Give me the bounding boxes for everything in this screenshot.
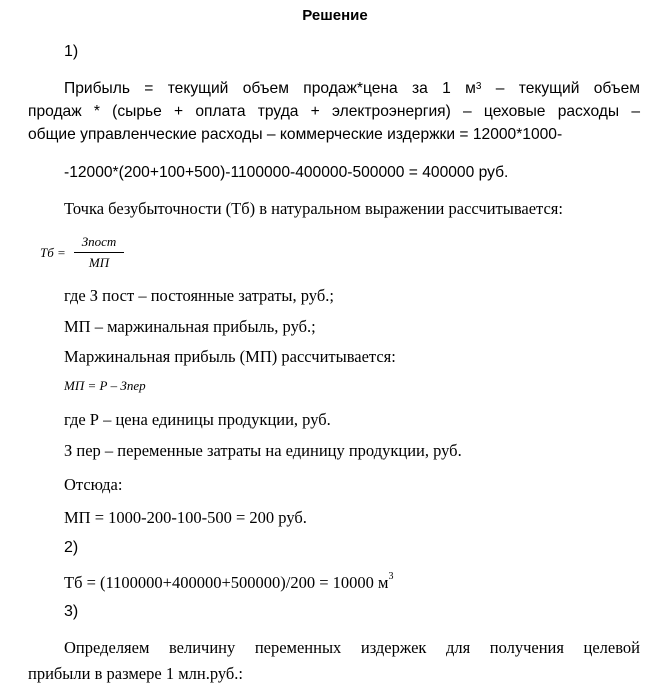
target-profit-line-2: прибыли в размере 1 млн.руб.: [28, 664, 243, 683]
breakeven-formula-numerator: Зпост [81, 234, 117, 249]
fraction-bar [74, 252, 124, 253]
profit-formula-line-2: продаж * (сырье + оплата труда + электроэнергия) – цеховые расходы – [28, 103, 640, 120]
item-number-2: 2) [64, 539, 79, 556]
marginal-profit-formula: МП = Р – Зпер [64, 378, 146, 393]
definition-variable-costs: З пер – переменные затраты на единицу продукции, руб. [64, 441, 462, 460]
target-profit-line-1: Определяем величину переменных издержек для получения целевой [64, 638, 640, 657]
breakeven-intro: Точка безубыточности (Тб) в натуральном выражении рассчитывается: [64, 199, 563, 218]
item-number-1: 1) [64, 43, 79, 60]
item-number-3: 3) [64, 603, 79, 620]
breakeven-calculation [64, 573, 393, 593]
marginal-profit-intro: Маржинальная прибыль (МП) рассчитывается: [64, 347, 396, 366]
profit-formula-line-1 [64, 78, 640, 101]
definition-fixed-costs: где З пост – постоянные затраты, руб.; [64, 286, 334, 305]
definition-marginal-profit: МП – маржинальная прибыль, руб.; [64, 317, 316, 336]
profit-line-1-end: – текущий объем [481, 80, 640, 97]
profit-formula-line-4: -12000*(200+100+500)-1100000-400000-500000 = 400000 руб. [64, 164, 509, 181]
breakeven-formula-lhs: Тб = [40, 245, 66, 260]
solution-title: Решение [302, 7, 368, 24]
profit-formula-line-3: общие управленческие расходы – коммерческие издержки = 12000*1000- [28, 126, 563, 143]
breakeven-calculation-text: Тб = (1100000+400000+500000)/200 = 10000 м [64, 573, 389, 592]
breakeven-formula-denominator: МП [88, 255, 110, 270]
profit-line-1-text: Прибыль = текущий объем продаж*цена за 1 м [64, 80, 476, 97]
hence-label: Отсюда: [64, 475, 123, 494]
cubic-superscript-2: 3 [388, 571, 394, 582]
definition-price: где Р – цена единицы продукции, руб. [64, 410, 331, 429]
cubic-superscript: 3 [475, 81, 482, 92]
marginal-profit-calculation: МП = 1000-200-100-500 = 200 руб. [64, 508, 307, 527]
